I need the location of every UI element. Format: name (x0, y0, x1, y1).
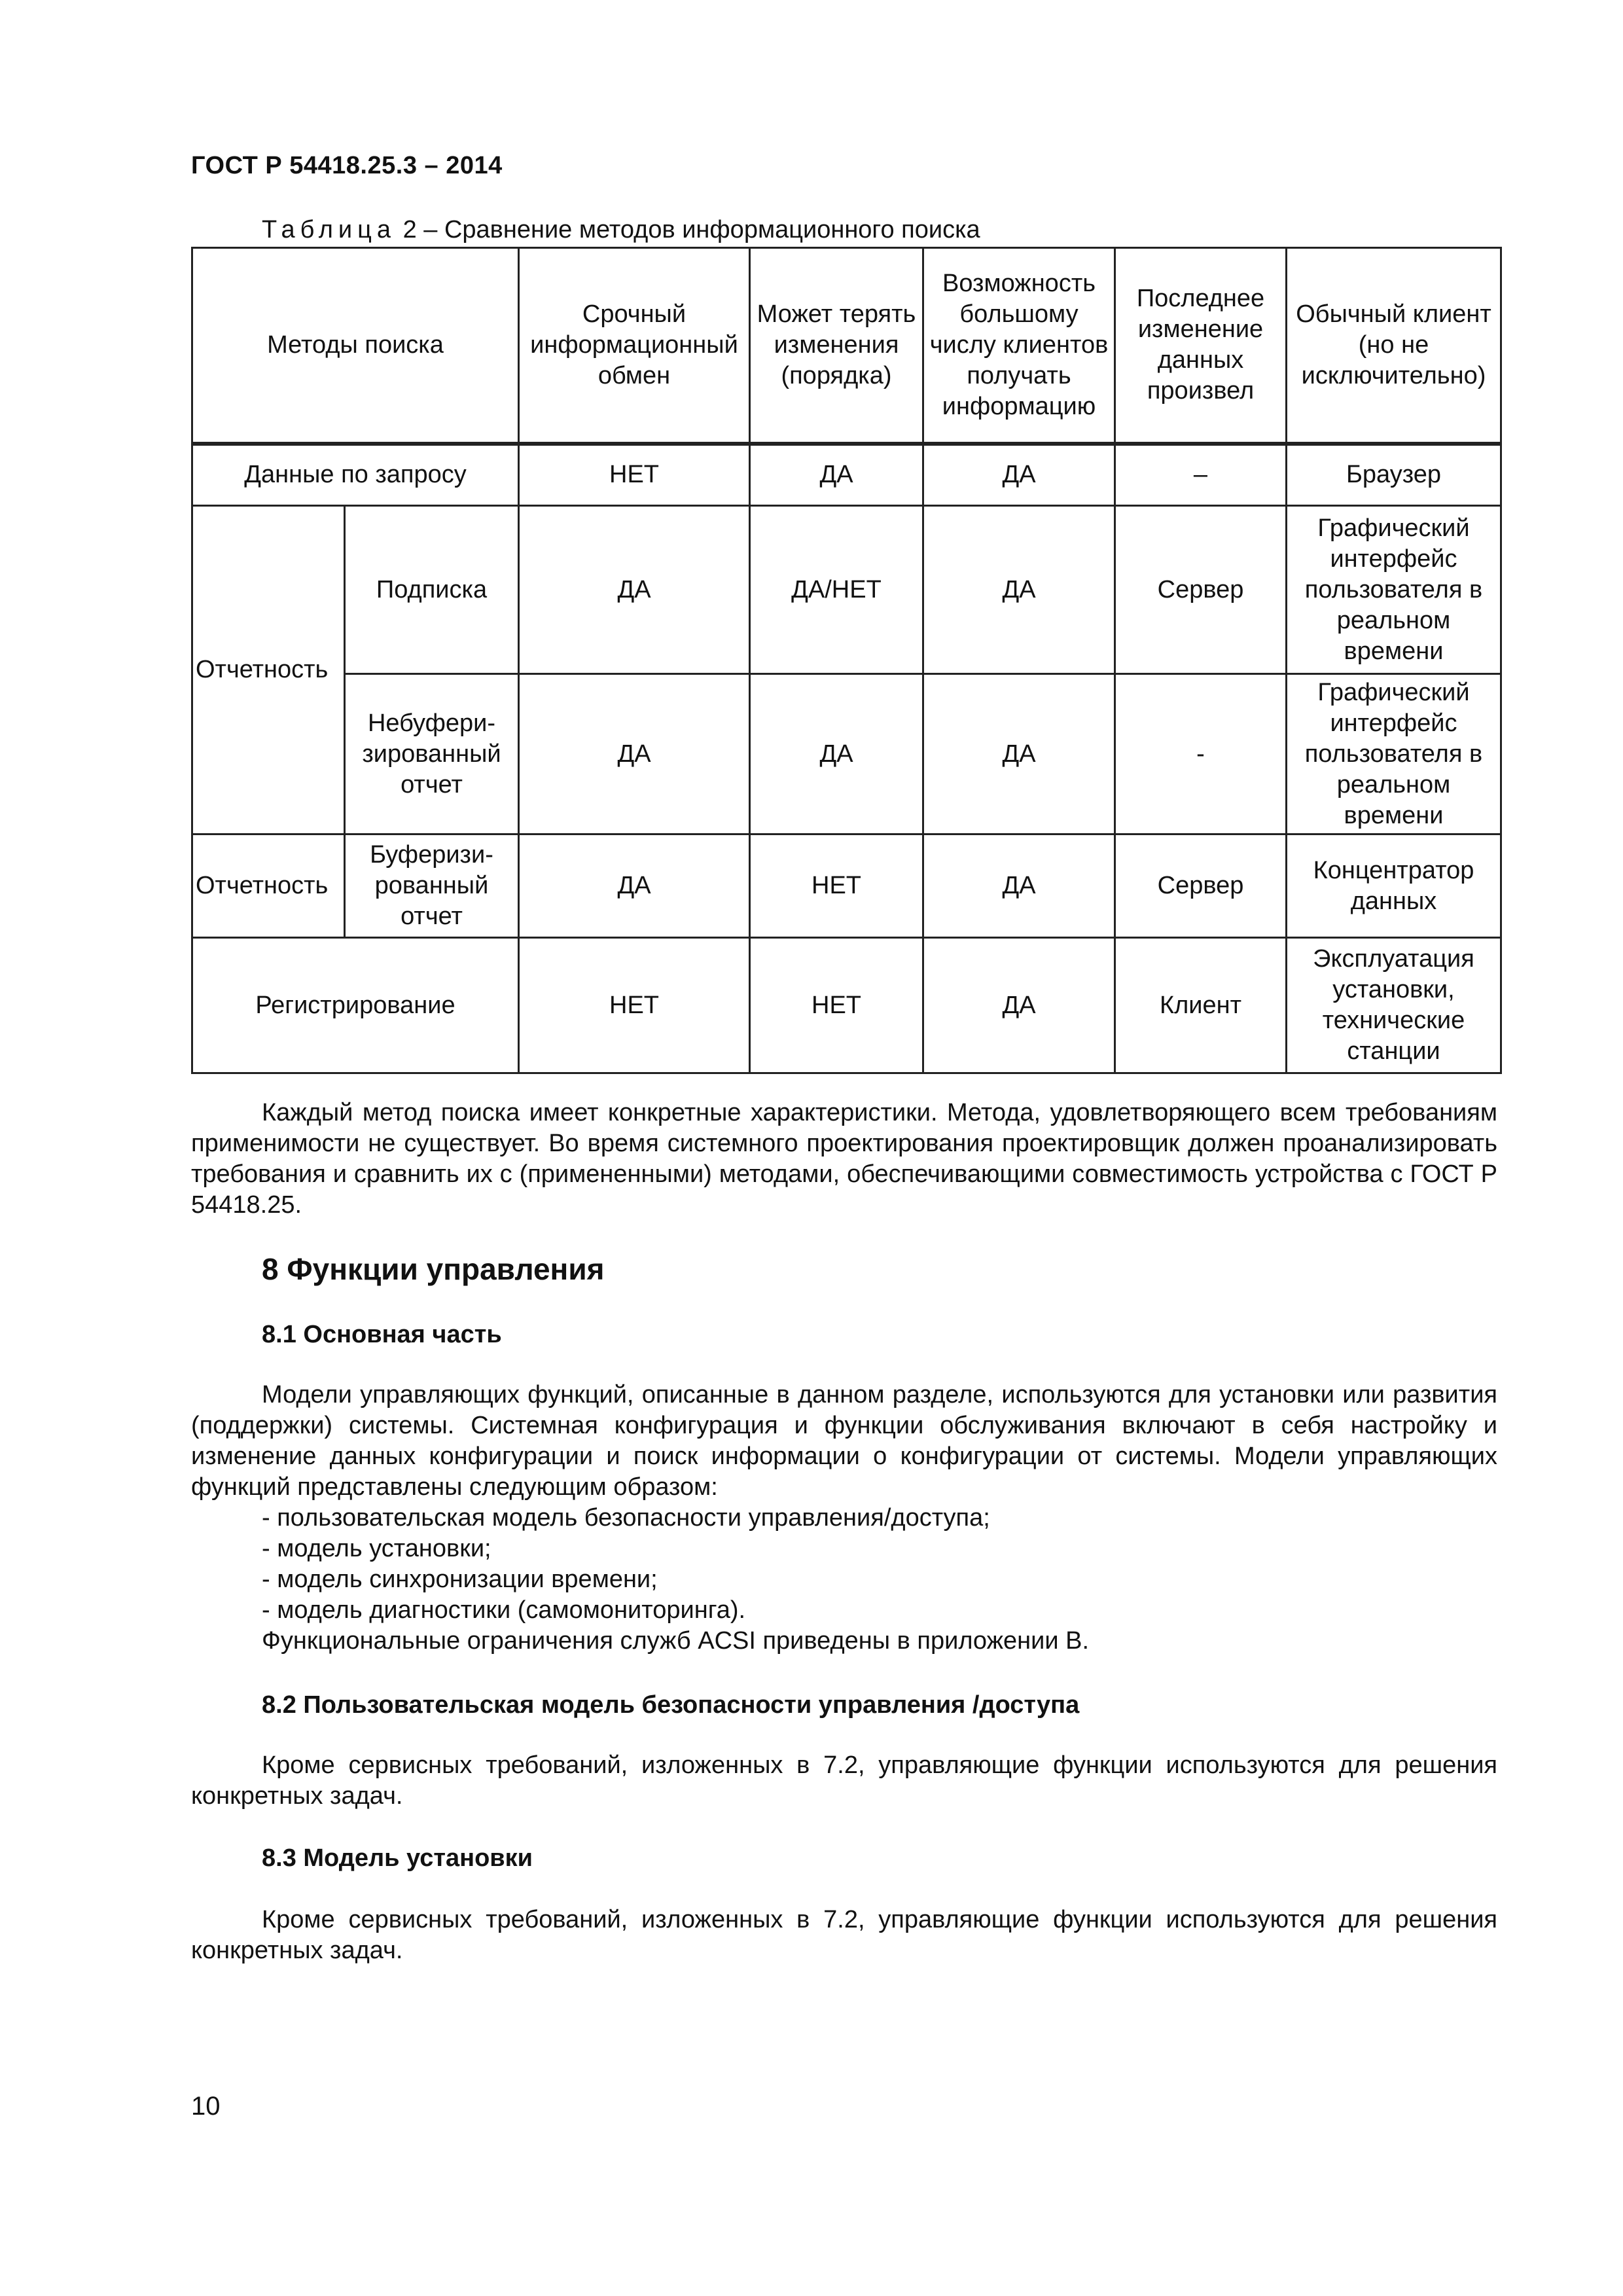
cell-last: – (1115, 444, 1287, 506)
cell-lose: ДА (750, 444, 923, 506)
list-item: - модель диагностики (самомониторинга). (262, 1596, 746, 1624)
cell-client: Графический интерфейс пользователя в реальном времени (1287, 506, 1501, 674)
cell-lose: НЕТ (750, 938, 923, 1073)
row-group-reporting: Отчетность (192, 834, 345, 938)
comparison-table (191, 247, 1502, 1074)
acsi-note: Функциональные ограничения служб ACSI приведены в приложении В. (262, 1627, 1090, 1655)
table-header-row (192, 248, 1501, 444)
row-method: Данные по запросу (192, 444, 519, 506)
cell-lose: ДА (750, 674, 923, 834)
cell-lose: ДА/НЕТ (750, 506, 923, 674)
list-item: - модель установки; (262, 1535, 491, 1562)
cell-client: Браузер (1287, 444, 1501, 506)
table-row (192, 444, 1501, 506)
table-caption-number: 2 (402, 216, 417, 243)
section-8-3-title: 8.3 Модель установки (262, 1844, 533, 1872)
paragraph-search-methods: Каждый метод поиска имеет конкретные характеристики. Метода, удовлетворяющего всем требованиям применимости не существует. Во время системного проектирования проектировщик должен проанализировать требования и сравнить их с (примененными) методами, обеспечивающими совместимость устройства с ГОСТ Р 54418.25. (191, 1099, 1497, 1219)
header-typical-client: Обычный клиент (но не исключительно) (1287, 248, 1501, 444)
section-8-2-title: 8.2 Пользовательская модель безопасности управления /доступа (262, 1691, 1080, 1719)
table-row (192, 506, 1501, 674)
header-search-methods: Методы поиска (192, 248, 519, 444)
list-item: - пользовательская модель безопасности управления/доступа; (262, 1504, 990, 1532)
cell-last: Клиент (1115, 938, 1287, 1073)
cell-urgent: НЕТ (519, 444, 750, 506)
section-8-title: 8 Функции управления (262, 1252, 605, 1286)
cell-last: Сервер (1115, 506, 1287, 674)
management-models-list (262, 1503, 1089, 1657)
cell-urgent: НЕТ (519, 938, 750, 1073)
document-header: ГОСТ Р 54418.25.3 – 2014 (191, 152, 503, 179)
cell-many: ДА (923, 834, 1115, 938)
cell-many: ДА (923, 444, 1115, 506)
header-urgent-exchange: Срочный информационный обмен (519, 248, 750, 444)
section-8-2-paragraph: Кроме сервисных требований, изложенных в 7.2, управляющие функции используются для решения конкретных задач. (191, 1751, 1497, 1810)
cell-urgent: ДА (519, 674, 750, 834)
section-8-1-title: 8.1 Основная часть (262, 1321, 502, 1348)
row-method: Регистрирование (192, 938, 519, 1073)
header-many-clients: Возможность большому числу клиентов получать информацию (923, 248, 1115, 444)
cell-client: Графический интерфейс пользователя в реальном времени (1287, 674, 1501, 834)
section-8-3-paragraph: Кроме сервисных требований, изложенных в 7.2, управляющие функции используются для решения конкретных задач. (191, 1906, 1497, 1964)
header-may-lose-changes: Может терять изменения (порядка) (750, 248, 923, 444)
cell-urgent: ДА (519, 834, 750, 938)
cell-last: - (1115, 674, 1287, 834)
cell-lose: НЕТ (750, 834, 923, 938)
row-submethod: Подписка (345, 506, 519, 674)
row-submethod: Буферизи-рованный отчет (345, 834, 519, 938)
section-8-1-paragraph: Модели управляющих функций, описанные в данном разделе, используются для установки или развития (поддержки) системы. Системная конфигурация и функции обслуживания включают в себя настройку и изменение данных конфигурации и поиск информации о конфигурации от системы. Модели управляющих функций представлены следующим образом: (191, 1381, 1497, 1501)
table-row (192, 938, 1501, 1073)
cell-last: Сервер (1115, 834, 1287, 938)
cell-client: Концентратор данных (1287, 834, 1501, 938)
table-row (192, 834, 1501, 938)
row-group-reporting: Отчетность (192, 506, 345, 834)
list-item: - модель синхронизации времени; (262, 1566, 658, 1593)
table-row (192, 674, 1501, 834)
cell-many: ДА (923, 506, 1115, 674)
table-caption (262, 216, 980, 244)
page-number: 10 (191, 2092, 221, 2121)
table-caption-prefix: Таблица (262, 216, 396, 243)
header-last-change: Последнее изменение данных произвел (1115, 248, 1287, 444)
cell-urgent: ДА (519, 506, 750, 674)
cell-client: Эксплуатация установки, технические станции (1287, 938, 1501, 1073)
row-submethod: Небуфери-зированный отчет (345, 674, 519, 834)
cell-many: ДА (923, 674, 1115, 834)
cell-many: ДА (923, 938, 1115, 1073)
table-caption-text: – Сравнение методов информационного поиска (423, 216, 980, 243)
